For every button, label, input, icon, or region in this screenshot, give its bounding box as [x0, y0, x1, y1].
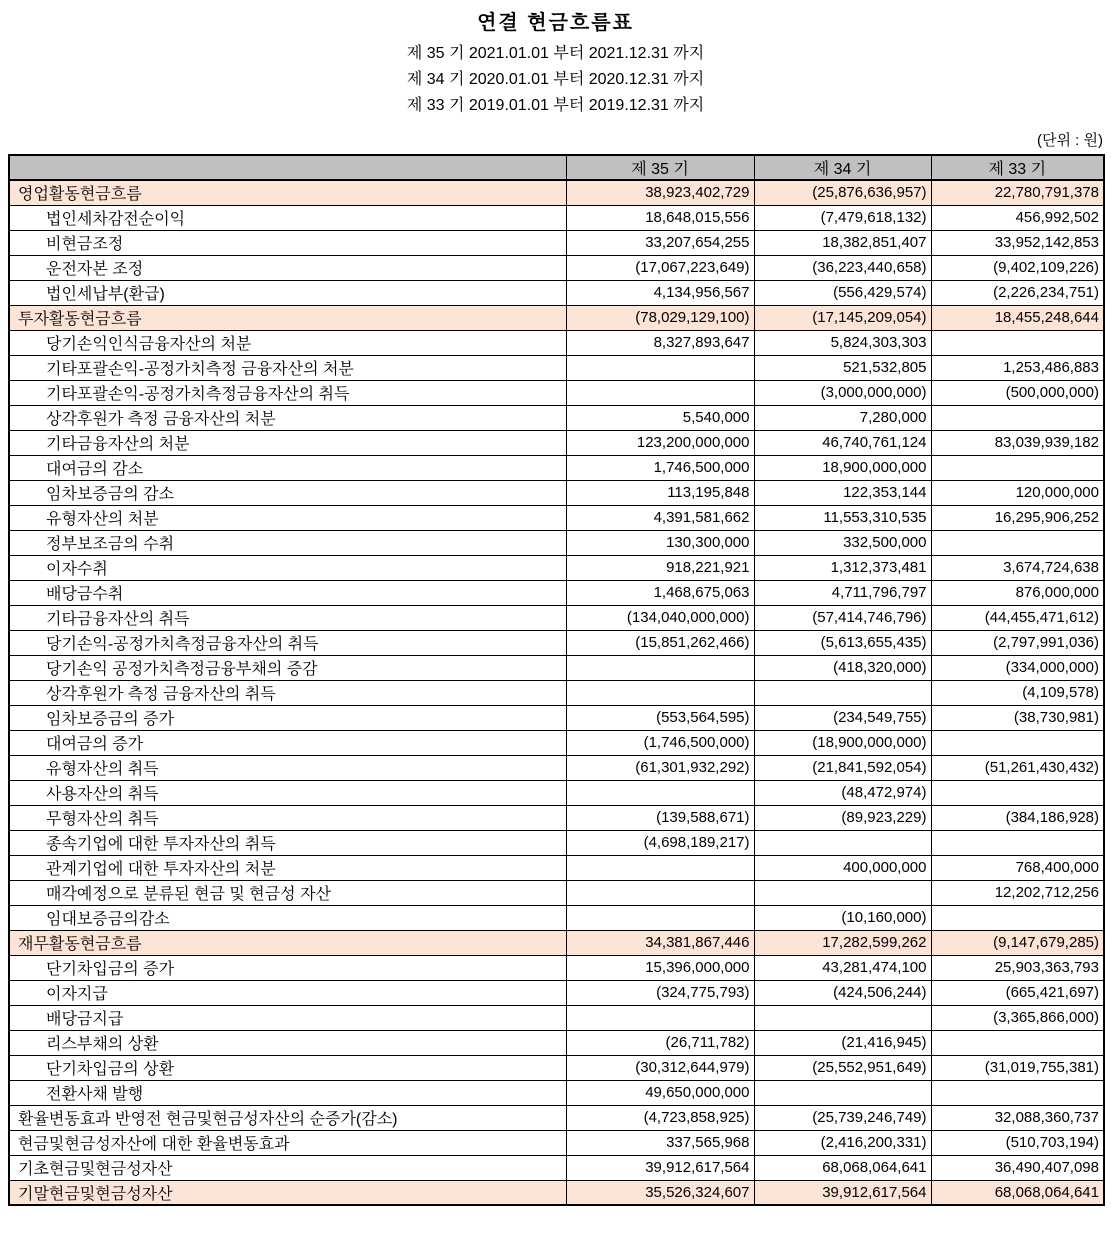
value-cell: (48,472,974) [754, 780, 931, 805]
table-row [9, 955, 1104, 980]
row-label: 리스부채의 상환 [9, 1030, 566, 1055]
value-cell [566, 905, 754, 930]
value-cell: 3,674,724,638 [931, 555, 1104, 580]
value-cell: 68,068,064,641 [754, 1155, 931, 1180]
table-row [9, 780, 1104, 805]
table-row [9, 605, 1104, 630]
value-cell: (44,455,471,612) [931, 605, 1104, 630]
value-cell: 16,295,906,252 [931, 505, 1104, 530]
value-cell: (4,723,858,925) [566, 1105, 754, 1130]
row-label: 이자수취 [9, 555, 566, 580]
table-row [9, 180, 1104, 205]
value-cell: (10,160,000) [754, 905, 931, 930]
row-label: 단기차입금의 증가 [9, 955, 566, 980]
value-cell: (89,923,229) [754, 805, 931, 830]
value-cell: 130,300,000 [566, 530, 754, 555]
value-cell: 49,650,000,000 [566, 1080, 754, 1105]
table-row [9, 1080, 1104, 1105]
value-cell: 4,134,956,567 [566, 280, 754, 305]
value-cell: 876,000,000 [931, 580, 1104, 605]
value-cell: (38,730,981) [931, 705, 1104, 730]
header-empty-cell [9, 155, 566, 180]
value-cell: (26,711,782) [566, 1030, 754, 1055]
value-cell: 400,000,000 [754, 855, 931, 880]
value-cell: (500,000,000) [931, 380, 1104, 405]
value-cell: 68,068,064,641 [931, 1180, 1104, 1205]
cash-flow-statement-page [0, 6, 1111, 1206]
value-cell: (78,029,129,100) [566, 305, 754, 330]
value-cell: (57,414,746,796) [754, 605, 931, 630]
row-label: 종속기업에 대한 투자자산의 취득 [9, 830, 566, 855]
value-cell: (17,067,223,649) [566, 255, 754, 280]
column-header-period-34: 제 34 기 [754, 155, 931, 180]
value-cell: 5,824,303,303 [754, 330, 931, 355]
value-cell [566, 1005, 754, 1030]
value-cell: (17,145,209,054) [754, 305, 931, 330]
period-line-35: 제 35 기 2021.01.01 부터 2021.12.31 까지 [406, 45, 705, 62]
table-row [9, 880, 1104, 905]
value-cell: 17,282,599,262 [754, 930, 931, 955]
table-row [9, 380, 1104, 405]
value-cell: 12,202,712,256 [931, 880, 1104, 905]
row-label: 상각후원가 측정 금융자산의 처분 [9, 405, 566, 430]
table-row [9, 930, 1104, 955]
row-label: 단기차입금의 상환 [9, 1055, 566, 1080]
table-row [9, 430, 1104, 455]
value-cell: 83,039,939,182 [931, 430, 1104, 455]
row-label: 기타금융자산의 취득 [9, 605, 566, 630]
row-label: 사용자산의 취득 [9, 780, 566, 805]
row-label: 영업활동현금흐름 [9, 180, 566, 205]
value-cell: 113,195,848 [566, 480, 754, 505]
value-cell: 918,221,921 [566, 555, 754, 580]
row-label: 임대보증금의감소 [9, 905, 566, 930]
value-cell: 1,468,675,063 [566, 580, 754, 605]
table-row [9, 1030, 1104, 1055]
value-cell: (2,416,200,331) [754, 1130, 931, 1155]
value-cell: (553,564,595) [566, 705, 754, 730]
value-cell [931, 730, 1104, 755]
row-label: 배당금지급 [9, 1005, 566, 1030]
value-cell: 18,455,248,644 [931, 305, 1104, 330]
value-cell: 768,400,000 [931, 855, 1104, 880]
value-cell: (665,421,697) [931, 980, 1104, 1005]
value-cell: 5,540,000 [566, 405, 754, 430]
table-row [9, 580, 1104, 605]
value-cell: 4,391,581,662 [566, 505, 754, 530]
table-row [9, 1055, 1104, 1080]
row-label: 관계기업에 대한 투자자산의 처분 [9, 855, 566, 880]
value-cell [566, 380, 754, 405]
row-label: 임차보증금의 증가 [9, 705, 566, 730]
value-cell [931, 1080, 1104, 1105]
value-cell: 18,900,000,000 [754, 455, 931, 480]
table-row [9, 405, 1104, 430]
row-label: 기말현금및현금성자산 [9, 1180, 566, 1205]
table-row [9, 1105, 1104, 1130]
value-cell: 33,207,654,255 [566, 230, 754, 255]
table-row [9, 455, 1104, 480]
value-cell: 33,952,142,853 [931, 230, 1104, 255]
value-cell: (9,147,679,285) [931, 930, 1104, 955]
value-cell [931, 830, 1104, 855]
value-cell: (139,588,671) [566, 805, 754, 830]
row-label: 당기손익인식금융자산의 처분 [9, 330, 566, 355]
value-cell [566, 880, 754, 905]
table-row [9, 705, 1104, 730]
value-cell: 456,992,502 [931, 205, 1104, 230]
row-label: 당기손익 공정가치측정금융부채의 증감 [9, 655, 566, 680]
value-cell: 22,780,791,378 [931, 180, 1104, 205]
column-header-period-35: 제 35 기 [566, 155, 754, 180]
row-label: 환율변동효과 반영전 현금및현금성자산의 순증가(감소) [9, 1105, 566, 1130]
table-row [9, 505, 1104, 530]
value-cell: (31,019,755,381) [931, 1055, 1104, 1080]
value-cell: (424,506,244) [754, 980, 931, 1005]
row-label: 무형자산의 취득 [9, 805, 566, 830]
table-row [9, 355, 1104, 380]
value-cell [566, 855, 754, 880]
table-row [9, 530, 1104, 555]
value-cell: 1,312,373,481 [754, 555, 931, 580]
value-cell: (3,365,866,000) [931, 1005, 1104, 1030]
value-cell [931, 455, 1104, 480]
row-label: 기타포괄손익-공정가치측정 금융자산의 처분 [9, 355, 566, 380]
row-label: 당기손익-공정가치측정금융자산의 취득 [9, 630, 566, 655]
row-label: 법인세납부(환급) [9, 280, 566, 305]
table-row [9, 630, 1104, 655]
value-cell: 4,711,796,797 [754, 580, 931, 605]
cash-flow-table [8, 154, 1105, 1206]
value-cell: 25,903,363,793 [931, 955, 1104, 980]
value-cell: 38,923,402,729 [566, 180, 754, 205]
table-row [9, 255, 1104, 280]
value-cell: (234,549,755) [754, 705, 931, 730]
value-cell: (510,703,194) [931, 1130, 1104, 1155]
row-label: 매각예정으로 분류된 현금 및 현금성 자산 [9, 880, 566, 905]
value-cell: (334,000,000) [931, 655, 1104, 680]
value-cell [566, 780, 754, 805]
value-cell: 32,088,360,737 [931, 1105, 1104, 1130]
table-row [9, 1180, 1104, 1205]
value-cell [566, 655, 754, 680]
table-row [9, 1005, 1104, 1030]
table-row [9, 680, 1104, 705]
value-cell [566, 680, 754, 705]
value-cell [754, 1080, 931, 1105]
value-cell: (384,186,928) [931, 805, 1104, 830]
column-header-period-33: 제 33 기 [931, 155, 1104, 180]
table-row [9, 205, 1104, 230]
unit-label: (단위 : 원) [1037, 132, 1103, 149]
row-label: 비현금조정 [9, 230, 566, 255]
table-row [9, 730, 1104, 755]
table-row [9, 1130, 1104, 1155]
value-cell: (30,312,644,979) [566, 1055, 754, 1080]
row-label: 재무활동현금흐름 [9, 930, 566, 955]
value-cell [931, 330, 1104, 355]
value-cell [931, 530, 1104, 555]
value-cell: 122,353,144 [754, 480, 931, 505]
value-cell [931, 780, 1104, 805]
value-cell [931, 1030, 1104, 1055]
value-cell: (51,261,430,432) [931, 755, 1104, 780]
row-label: 정부보조금의 수취 [9, 530, 566, 555]
table-row [9, 855, 1104, 880]
table-row [9, 230, 1104, 255]
row-label: 유형자산의 취득 [9, 755, 566, 780]
table-row [9, 555, 1104, 580]
page-title: 연결 현금흐름표 [477, 12, 634, 34]
value-cell: (15,851,262,466) [566, 630, 754, 655]
value-cell: 35,526,324,607 [566, 1180, 754, 1205]
value-cell: 123,200,000,000 [566, 430, 754, 455]
row-label: 기타금융자산의 처분 [9, 430, 566, 455]
row-label: 배당금수취 [9, 580, 566, 605]
value-cell [754, 830, 931, 855]
value-cell: 15,396,000,000 [566, 955, 754, 980]
value-cell: 18,382,851,407 [754, 230, 931, 255]
value-cell: 7,280,000 [754, 405, 931, 430]
value-cell: (2,797,991,036) [931, 630, 1104, 655]
value-cell: (2,226,234,751) [931, 280, 1104, 305]
row-label: 전환사채 발행 [9, 1080, 566, 1105]
value-cell: 46,740,761,124 [754, 430, 931, 455]
value-cell: (25,739,246,749) [754, 1105, 931, 1130]
table-row [9, 1155, 1104, 1180]
row-label: 운전자본 조정 [9, 255, 566, 280]
value-cell: (61,301,932,292) [566, 755, 754, 780]
value-cell [931, 905, 1104, 930]
row-label: 대여금의 감소 [9, 455, 566, 480]
row-label: 대여금의 증가 [9, 730, 566, 755]
row-label: 기초현금및현금성자산 [9, 1155, 566, 1180]
row-label: 현금및현금성자산에 대한 환율변동효과 [9, 1130, 566, 1155]
value-cell [754, 880, 931, 905]
value-cell [754, 680, 931, 705]
row-label: 임차보증금의 감소 [9, 480, 566, 505]
value-cell: (3,000,000,000) [754, 380, 931, 405]
value-cell: (25,552,951,649) [754, 1055, 931, 1080]
value-cell: 8,327,893,647 [566, 330, 754, 355]
value-cell: 332,500,000 [754, 530, 931, 555]
row-label: 이자지급 [9, 980, 566, 1005]
value-cell [931, 405, 1104, 430]
value-cell: 337,565,968 [566, 1130, 754, 1155]
table-row [9, 305, 1104, 330]
value-cell: 18,648,015,556 [566, 205, 754, 230]
value-cell: (556,429,574) [754, 280, 931, 305]
value-cell: (324,775,793) [566, 980, 754, 1005]
table-row [9, 280, 1104, 305]
table-row [9, 805, 1104, 830]
table-row [9, 980, 1104, 1005]
value-cell: 521,532,805 [754, 355, 931, 380]
value-cell: 36,490,407,098 [931, 1155, 1104, 1180]
value-cell: 120,000,000 [931, 480, 1104, 505]
value-cell: 11,553,310,535 [754, 505, 931, 530]
value-cell: (18,900,000,000) [754, 730, 931, 755]
value-cell: (9,402,109,226) [931, 255, 1104, 280]
value-cell: (5,613,655,435) [754, 630, 931, 655]
value-cell: (21,416,945) [754, 1030, 931, 1055]
value-cell: 39,912,617,564 [566, 1155, 754, 1180]
value-cell: 1,253,486,883 [931, 355, 1104, 380]
row-label: 법인세차감전순이익 [9, 205, 566, 230]
period-lines [0, 41, 1111, 119]
value-cell: (134,040,000,000) [566, 605, 754, 630]
value-cell: 43,281,474,100 [754, 955, 931, 980]
row-label: 투자활동현금흐름 [9, 305, 566, 330]
period-line-34: 제 34 기 2020.01.01 부터 2020.12.31 까지 [406, 71, 705, 88]
table-row [9, 755, 1104, 780]
value-cell: 39,912,617,564 [754, 1180, 931, 1205]
value-cell [566, 355, 754, 380]
row-label: 상각후원가 측정 금융자산의 취득 [9, 680, 566, 705]
table-row [9, 905, 1104, 930]
table-row [9, 330, 1104, 355]
value-cell: (418,320,000) [754, 655, 931, 680]
value-cell [754, 1005, 931, 1030]
value-cell: 1,746,500,000 [566, 455, 754, 480]
table-row [9, 830, 1104, 855]
table-row [9, 480, 1104, 505]
row-label: 유형자산의 처분 [9, 505, 566, 530]
value-cell: (36,223,440,658) [754, 255, 931, 280]
table-header-row [9, 155, 1104, 180]
value-cell: (4,698,189,217) [566, 830, 754, 855]
row-label: 기타포괄손익-공정가치측정금융자산의 취득 [9, 380, 566, 405]
value-cell: (21,841,592,054) [754, 755, 931, 780]
value-cell: 34,381,867,446 [566, 930, 754, 955]
value-cell: (1,746,500,000) [566, 730, 754, 755]
value-cell: (25,876,636,957) [754, 180, 931, 205]
value-cell: (4,109,578) [931, 680, 1104, 705]
table-row [9, 655, 1104, 680]
period-line-33: 제 33 기 2019.01.01 부터 2019.12.31 까지 [406, 97, 705, 114]
value-cell: (7,479,618,132) [754, 205, 931, 230]
